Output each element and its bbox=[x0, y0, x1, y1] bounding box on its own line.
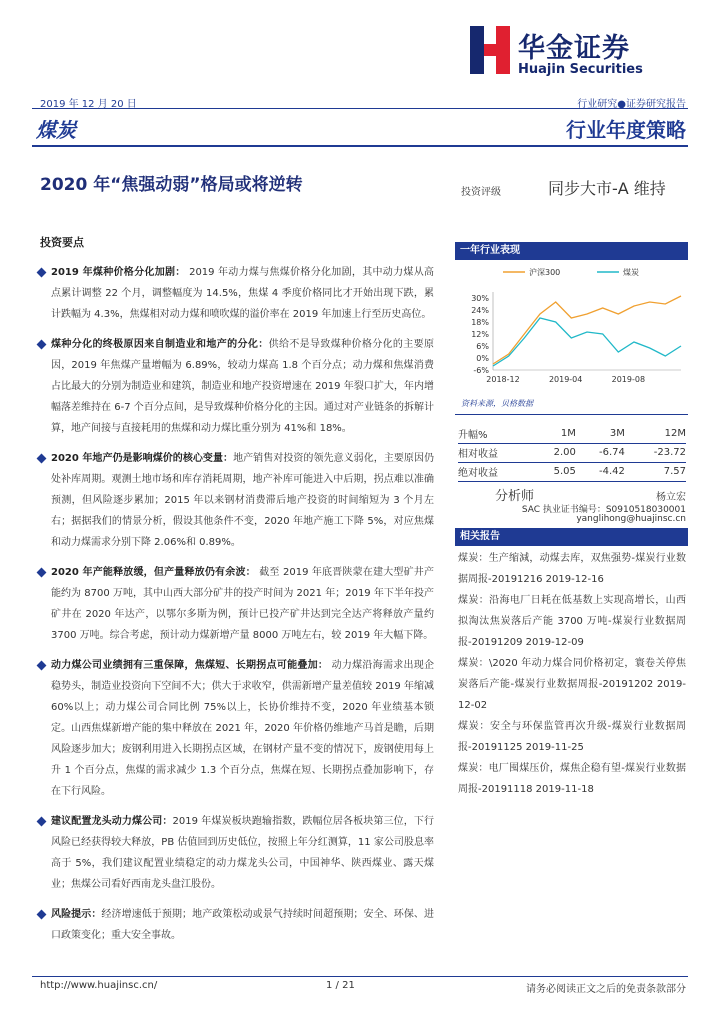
key-point-item bbox=[38, 448, 434, 553]
report-date: 2019 年 12 月 20 日 bbox=[40, 99, 137, 110]
key-point-text: 2019 年动力煤与焦煤价格分化加剧，其中动力煤从高点累计调整 22 个月，调整幅度为 14.5%，焦煤 4 季度价格同比才开始出现下跌，累计跌幅为 4.3%，焦煤相对动力煤和喷吹煤的溢价率在 2019 年加速上行至历史高位。 bbox=[51, 267, 434, 320]
y-tick-label: 12% bbox=[471, 330, 489, 339]
y-tick-label: 6% bbox=[476, 342, 489, 351]
table-header-cell: 3M bbox=[576, 424, 625, 443]
key-point-lead: 2020 年地产仍是影响煤价的核心变量： bbox=[51, 453, 234, 464]
key-point-lead: 建议配置龙头动力煤公司： bbox=[51, 816, 173, 827]
report-category: 行业研究●证券研究报告 bbox=[577, 99, 686, 110]
analyst-email[interactable]: yanglihong@huajinsc.cn bbox=[576, 514, 686, 524]
logo-en-text: Huajin Securities bbox=[518, 62, 643, 77]
y-tick-label: 0% bbox=[476, 354, 489, 363]
legend-label: 沪深300 bbox=[529, 268, 561, 277]
table-cell: -4.42 bbox=[576, 462, 625, 481]
series-line bbox=[493, 318, 681, 366]
key-point-text: 供给不是导致煤种价格分化的主要原因，2019 年焦煤产量增幅为 6.89%，较动力煤高 1.8 个百分点；动力煤和焦煤消费占比最大的分别为制造业和建筑，制造业和地产投资增速在 2019 年裂口扩大，年内增幅落差维持在 6-7 个百分点间，是导致煤种价格分化的主因。通过对产业链条的拆解计算，地产间接与直接耗用的焦煤和动力煤比重分别为 41%和 18%。 bbox=[51, 339, 435, 434]
footer-disclaimer: 请务必阅读正文之后的免责条款部分 bbox=[526, 984, 686, 995]
related-report-item[interactable]: 煤炭：安全与环保监管再次升级-煤炭行业数据周报-20191125 2019-11-25 bbox=[458, 721, 686, 753]
y-tick-label: -6% bbox=[473, 366, 489, 375]
table-header-cell: 升幅% bbox=[458, 424, 534, 443]
key-points-heading: 投资要点 bbox=[40, 236, 84, 249]
performance-line-chart bbox=[455, 262, 688, 387]
table-cell: 绝对收益 bbox=[458, 462, 534, 481]
key-point-text: 地产销售对投资的领先意义弱化，主要原因仍处补库周期。观测土地市场和库存消耗周期，地产补库可能进入中后期，拐点难以准确预测，但风险逐步累加；2015 年以来钢材消费滞后地产投资的时间缩短为 3 个月左右；据据我们的情景分析，假设其他条件不变，2020 年地产施工下降 5%，对应焦煤和动力煤需求分别下降 2.06%和 0.89%。 bbox=[51, 453, 434, 548]
table-cell: -6.74 bbox=[576, 443, 625, 462]
key-point-item bbox=[38, 262, 434, 325]
related-report-item[interactable]: 煤炭：生产缩減，动煤去库，双焦强势-煤炭行业数据周报-20191216 2019-12-16 bbox=[458, 553, 686, 585]
series-line bbox=[493, 296, 681, 364]
diamond-bullet-icon bbox=[37, 817, 47, 827]
page-number: 1 / 21 bbox=[326, 980, 355, 991]
table-cell: 5.05 bbox=[534, 462, 576, 481]
x-tick-label: 2018-12 bbox=[486, 375, 520, 384]
diamond-bullet-icon bbox=[37, 661, 47, 671]
header-divider-thick bbox=[32, 145, 688, 147]
header-divider bbox=[32, 108, 688, 109]
table-header-cell: 12M bbox=[625, 424, 686, 443]
related-report-item[interactable]: 煤炭：电厂囤煤压价，煤焦企稳有望-煤炭行业数据周报-20191118 2019-11-18 bbox=[458, 763, 686, 795]
analyst-name: 杨立宏 bbox=[656, 492, 686, 503]
logo-cn-text: 华金证券 bbox=[518, 33, 630, 64]
related-reports-list bbox=[458, 548, 686, 800]
table-header-cell: 1M bbox=[534, 424, 576, 443]
rating-value: 同步大市-A 维持 bbox=[548, 179, 666, 198]
sidebar-divider bbox=[455, 414, 688, 415]
key-point-lead: 2020 年产能释放缓，但产量释放仍有余波： bbox=[51, 567, 256, 578]
footer-divider bbox=[32, 976, 688, 977]
table-cell: 相对收益 bbox=[458, 443, 534, 462]
report-title: 2020 年“焦强动弱”格局或将逆转 bbox=[40, 175, 303, 195]
key-point-item bbox=[38, 904, 434, 946]
table-cell: 7.57 bbox=[625, 462, 686, 481]
key-point-lead: 动力煤公司业绩拥有三重保障，焦煤短、长期拐点可能叠加： bbox=[51, 660, 329, 671]
key-point-text: 动力煤沿海需求出现企稳势头，制造业投资向下空间不大；供大于求收窄，供需新增产量差值较 2019 年缩减 60%以上；动力煤公司合同比例 75%以上，长协价维持不变，2020 年业绩基本锁定。山西焦煤新增产能的集中释放在 2021 年，2020 年价格仍维地产马首是瞻，后期风险逐步加大；废钢利用进入长期拐点区域，在钢材产量不变的情况下，废钢使用每上升 1 个百分点，焦煤的需求减少 1.3 个百分点，焦煤在短、长期拐点叠加影响下，存在下行风险。 bbox=[51, 660, 435, 797]
diamond-bullet-icon bbox=[37, 454, 47, 464]
table-row bbox=[458, 462, 686, 481]
huajin-logo-icon bbox=[470, 26, 510, 74]
y-tick-label: 24% bbox=[471, 306, 489, 315]
company-logo bbox=[470, 26, 690, 82]
performance-heading: 一年行业表现 bbox=[455, 242, 688, 260]
key-point-text: 2019 年煤炭板块跑输指数，跌幅位居各板块第三位，下行风险已经获得较大释放，PB 估值回到历史低位，按照上年分红测算，11 家公司股息率高于 5%，我们建议配置业绩稳定的动力煤龙头公司，中国神华、陕西煤业、露天煤业；焦煤公司看好西南龙头盘江股份。 bbox=[51, 816, 434, 890]
y-tick-label: 30% bbox=[471, 294, 489, 303]
key-point-item bbox=[38, 811, 434, 895]
analyst-sac-number: SAC 执业证书编号：S0910518030001 bbox=[521, 505, 686, 515]
x-tick-label: 2019-04 bbox=[548, 375, 583, 384]
key-point-lead: 煤种分化的终极原因来自制造业和地产的分化： bbox=[51, 339, 269, 350]
key-point-text: 经济增速低于预期；地产政策松动或景气持续时间超预期；安全、环保、进口政策变化；重大安全事故。 bbox=[51, 909, 435, 941]
diamond-bullet-icon bbox=[37, 910, 47, 920]
legend-label: 煤炭 bbox=[623, 268, 639, 277]
key-point-lead: 2019 年煤种价格分化加剧： bbox=[51, 267, 186, 278]
y-tick-label: 18% bbox=[471, 318, 489, 327]
table-row bbox=[458, 443, 686, 462]
related-report-item[interactable]: 煤炭：沿海电厂日耗在低基数上实现高增长，山西拟淘汰焦炭落后产能 3700 万吨-煤炭行业数据周报-20191209 2019-12-09 bbox=[458, 595, 686, 648]
key-point-item bbox=[38, 562, 434, 646]
related-reports-heading: 相关报告 bbox=[455, 528, 688, 546]
report-type: 行业年度策略 bbox=[566, 118, 686, 142]
chart-source: 资料来源，贝格数据 bbox=[461, 399, 533, 408]
rating-label: 投资评级 bbox=[461, 187, 501, 198]
x-tick-label: 2019-08 bbox=[611, 375, 646, 384]
footer-url[interactable]: http://www.huajinsc.cn/ bbox=[40, 980, 158, 991]
key-point-item bbox=[38, 655, 434, 802]
table-header-row bbox=[458, 424, 686, 443]
key-point-text: 截至 2019 年底晋陕蒙在建大型矿井产能约为 8700 万吨，其中山西大部分矿井的投产时间为 2021 年；2019 年下半年投产矿井在 2020 年达产，以鄂尔多斯为例，预计已投产矿井达到完全达产将释放产量约 3700 万吨。综合考虑，预计动力煤新增产量 8000 万吨左右，较 2019 年大幅下降。 bbox=[51, 567, 434, 641]
sector-name: 煤炭 bbox=[36, 118, 76, 142]
related-report-item[interactable]: 煤炭：\2020 年动力煤合同价格初定，寰卷关停焦炭落后产能-煤炭行业数据周报-20191202 2019-12-02 bbox=[458, 658, 686, 711]
performance-table bbox=[458, 424, 686, 482]
diamond-bullet-icon bbox=[37, 340, 47, 350]
key-points-list bbox=[38, 262, 434, 955]
analyst-label: 分析师 bbox=[495, 489, 535, 504]
key-point-item bbox=[38, 334, 434, 439]
key-point-lead: 风险提示： bbox=[51, 909, 102, 920]
table-cell: -23.72 bbox=[625, 443, 686, 462]
diamond-bullet-icon bbox=[37, 268, 47, 278]
diamond-bullet-icon bbox=[37, 568, 47, 578]
table-cell: 2.00 bbox=[534, 443, 576, 462]
